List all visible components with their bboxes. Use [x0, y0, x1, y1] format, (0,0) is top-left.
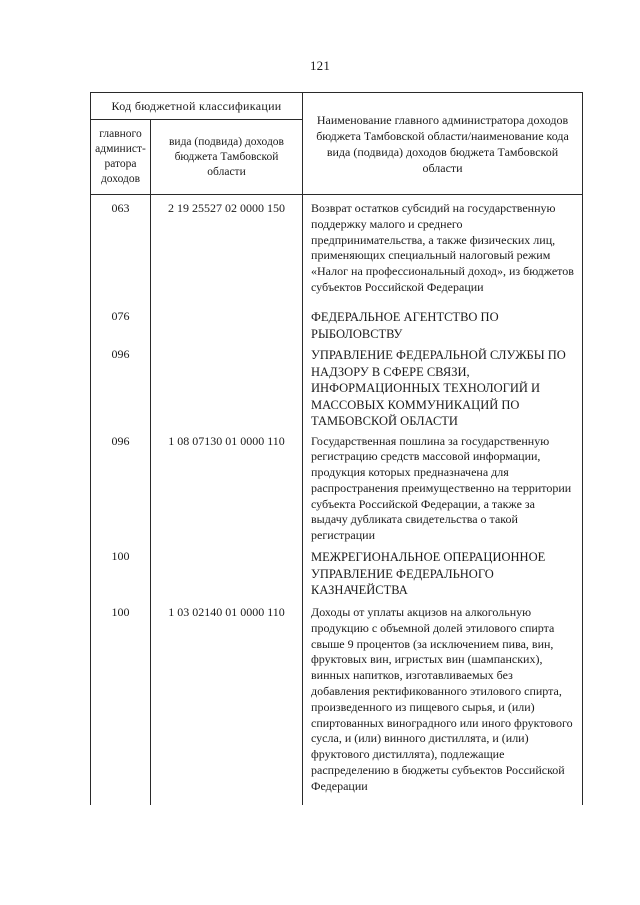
row-description: МЕЖРЕГИОНАЛЬНОЕ ОПЕРАЦИОННОЕ УПРАВЛЕНИЕ ФЕДЕРАЛЬНОГО КАЗНАЧЕЙСТВА [303, 544, 583, 601]
row-description: Возврат остатков субсидий на государственную поддержку малого и среднего предпринимательства, а также физических лиц, применяющих специальный налоговый режим «Налог на профессиональный доход», из бюджетов субъектов Российской Федерации [303, 195, 583, 306]
row-description: УПРАВЛЕНИЕ ФЕДЕРАЛЬНОЙ СЛУЖБЫ ПО НАДЗОРУ В СФЕРЕ СВЯЗИ, ИНФОРМАЦИОННЫХ ТЕХНОЛОГИЙ И МАССОВЫХ КОММУНИКАЦИЙ ПО ТАМБОВСКОЙ ОБЛАСТИ [303, 342, 583, 430]
table-row [91, 544, 583, 601]
page-number: 121 [309, 58, 331, 73]
admin-code: 100 [91, 544, 151, 601]
table-row [91, 195, 583, 306]
header-col-kind: вида (подвида) доходов бюджета Тамбовской области [151, 120, 303, 195]
kind-code [151, 305, 303, 342]
header-col-admin: главного админист-ратора доходов [91, 120, 151, 195]
kind-code [151, 544, 303, 601]
kind-code: 1 03 02140 01 0000 110 [151, 601, 303, 805]
table-row [91, 430, 583, 545]
admin-code: 063 [91, 195, 151, 306]
kind-code: 2 19 25527 02 0000 150 [151, 195, 303, 306]
row-description: Доходы от уплаты акцизов на алкогольную продукцию с объемной долей этилового спирта свыше 9 процентов (за исключением пива, вин, фруктовых вин, игристых вин (шампанских), винных напитков, изготавливаемых без добавления ректификованного этилового спирта, произведенного из пищевого сырья, и (или) спиртованных виноградного или иного фруктового сусла, и (или) винного дистиллята, и (или) фруктового дистиллята), подлежащие распределению в бюджеты субъектов Российской Федерации [303, 601, 583, 805]
admin-code: 096 [91, 430, 151, 545]
table-header [91, 93, 583, 195]
header-col-name: Наименование главного администратора доходов бюджета Тамбовской области/наименование кода вида (подвида) доходов бюджета Тамбовской области [303, 93, 583, 195]
admin-code: 096 [91, 342, 151, 430]
table-row [91, 342, 583, 430]
row-description: ФЕДЕРАЛЬНОЕ АГЕНТСТВО ПО РЫБОЛОВСТВУ [303, 305, 583, 342]
header-group-title: Код бюджетной классификации [91, 93, 303, 120]
table-row [91, 305, 583, 342]
table-body [91, 195, 583, 806]
budget-classification-table [90, 92, 583, 805]
row-description: Государственная пошлина за государственную регистрацию средств массовой информации, продукция которых предназначена для распространения преимущественно на территории субъекта Российской Федерации, а также за выдачу дубликата свидетельства о такой регистрации [303, 430, 583, 545]
admin-code: 100 [91, 601, 151, 805]
kind-code [151, 342, 303, 430]
admin-code: 076 [91, 305, 151, 342]
kind-code: 1 08 07130 01 0000 110 [151, 430, 303, 545]
table-row [91, 601, 583, 805]
